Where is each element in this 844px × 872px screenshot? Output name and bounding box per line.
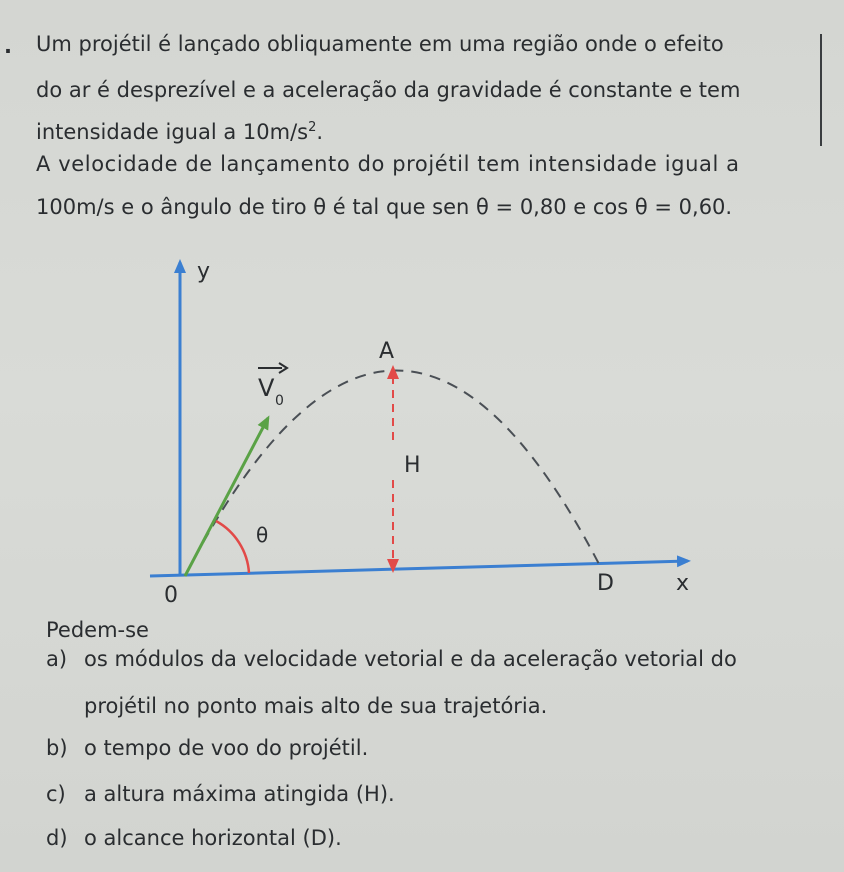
y-axis-label: y	[197, 259, 211, 284]
origin-label: 0	[164, 583, 178, 608]
intro-line-3	[36, 122, 323, 143]
apex-label: A	[379, 339, 395, 364]
task-a-text-2: projétil no ponto mais alto de sua trajetória.	[84, 694, 548, 718]
task-a-label: a)	[46, 647, 68, 671]
velocity-line-1: A velocidade de lançamento do projétil tem intensidade igual a	[36, 152, 740, 176]
task-a-text-1: os módulos da velocidade vetorial e da aceleração vetorial do	[84, 647, 737, 671]
gravity-exponent: 2	[308, 120, 317, 135]
intro-line-1: Um projétil é lançado obliquamente em uma região onde o efeito	[36, 32, 724, 56]
task-c-label: c)	[46, 782, 66, 806]
angle-arc	[216, 521, 249, 573]
angle-label: θ	[256, 523, 269, 547]
gravity-intro-text: intensidade igual a	[36, 120, 243, 144]
x-axis-label: x	[676, 571, 690, 596]
task-b	[46, 736, 368, 760]
task-a-cont	[84, 694, 547, 718]
task-b-label: b)	[46, 736, 68, 760]
tasks-intro: Pedem-se	[46, 618, 149, 642]
gravity-period: .	[316, 120, 324, 144]
height-label: H	[404, 453, 421, 478]
task-c-text: a altura máxima atingida (H).	[84, 782, 395, 806]
task-c	[46, 782, 395, 806]
trajectory-arc	[185, 370, 600, 576]
velocity-symbol	[258, 363, 287, 409]
margin-rule	[820, 34, 822, 146]
range-label: D	[597, 571, 614, 596]
task-d	[46, 826, 342, 850]
intro-line-2: do ar é desprezível e a aceleração da gravidade é constante e tem	[36, 78, 741, 102]
gravity-value: 10m/s	[242, 120, 309, 144]
trajectory-diagram	[0, 240, 844, 620]
question-number: .	[4, 34, 12, 58]
task-b-text: o tempo de voo do projétil.	[84, 736, 369, 760]
velocity-symbol-letter: V	[258, 374, 275, 402]
velocity-line-2: 100m/s e o ângulo de tiro θ é tal que sen θ = 0,80 e cos θ = 0,60.	[36, 195, 733, 219]
velocity-symbol-subscript: 0	[275, 393, 284, 409]
velocity-vector	[185, 418, 268, 576]
task-d-label: d)	[46, 826, 68, 850]
task-d-text: o alcance horizontal (D).	[84, 826, 342, 850]
task-a	[46, 647, 737, 671]
